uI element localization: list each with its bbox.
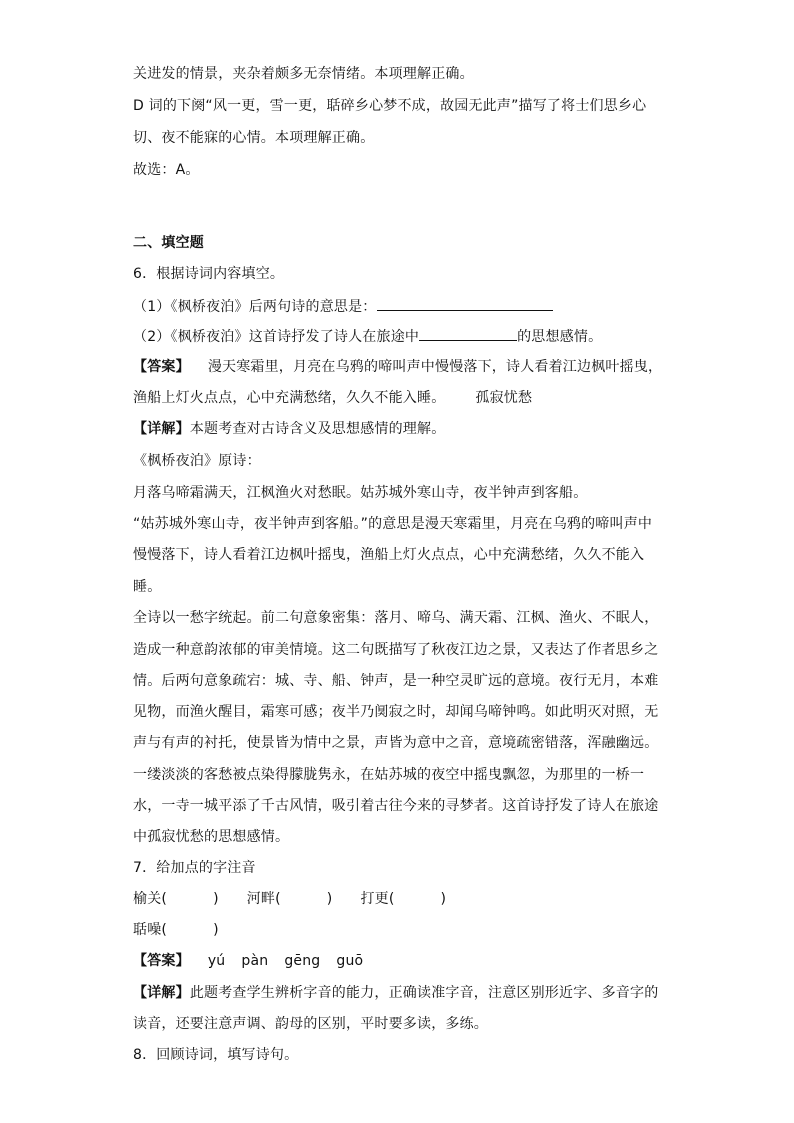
question-subitem — [133, 296, 553, 317]
pinyin-items-row — [133, 889, 446, 909]
detail-text: 本题考查对古诗含义及思想感情的理解。 — [189, 421, 446, 437]
explain-line: 水，一寺一城平添了千古风情，吸引着古往今来的寻梦者。这首诗抒发了诗人在旅途 — [133, 798, 659, 814]
detail-line: 读音，还要注意声调、韵母的区别，平时要多读，多练。 — [133, 1016, 488, 1032]
explain-line: 情。后两句意象疏宕：城、寺、船、钟声，是一种空灵旷远的意境。夜行无月，本难 — [133, 673, 659, 689]
pinyin-item-close: ) — [213, 922, 219, 938]
pinyin-item-close: ) — [440, 891, 447, 907]
answer-blank[interactable] — [377, 296, 553, 311]
pinyin-answer: yú — [207, 953, 226, 969]
pinyin-item-label: 河畔( — [246, 891, 281, 907]
pinyin-answer: guō — [336, 953, 364, 969]
subitem-text: （1）《枫桥夜泊》后两句诗的意思是： — [133, 299, 377, 315]
answer-line — [133, 951, 363, 971]
answer-label: 【答案】 — [133, 953, 190, 969]
detail-text: 此题考查学生辨析字音的能力，正确读准字音，注意区别形近字、多音字的 — [189, 985, 659, 1001]
explain-line: “姑苏城外寒山寺，夜半钟声到客船。”的意思是漫天寒霜里，月亮在乌鸦的啼叫声中 — [133, 516, 653, 532]
subitem-text: 的思想感情。 — [517, 329, 603, 345]
pinyin-answer: gēng — [284, 953, 321, 969]
pinyin-answer: pàn — [241, 953, 269, 969]
poem-text: 月落乌啼霜满天，江枫渔火对愁眠。姑苏城外寒山寺，夜半钟声到客船。 — [133, 485, 588, 501]
question-stem: 8．回顾诗词，填写诗句。 — [133, 1047, 299, 1063]
answer-line — [133, 357, 662, 377]
answer-line — [133, 388, 532, 408]
pinyin-items-row — [133, 920, 219, 940]
pinyin-item-label: 打更( — [360, 891, 395, 907]
pinyin-item-close: ) — [213, 891, 219, 907]
pinyin-item-label: 榆关( — [133, 891, 168, 907]
explain-line: 全诗以一愁字统起。前二句意象密集：落月、啼乌、满天霜、江枫、渔火、不眠人， — [133, 610, 659, 626]
explain-line: 见物，而渔火醒目，霜寒可感；夜半乃阒寂之时，却闻乌啼钟鸣。如此明灭对照，无 — [133, 704, 659, 720]
text-line: 关进发的情景，夹杂着颇多无奈情绪。本项理解正确。 — [133, 66, 474, 82]
answer-blank[interactable] — [419, 326, 517, 341]
question-stem: 7．给加点的字注音 — [133, 860, 256, 876]
explain-line: 中孤寂忧愁的思想感情。 — [133, 829, 290, 845]
pinyin-item-label: 聒噪( — [133, 922, 168, 938]
answer-label: 【答案】 — [133, 359, 190, 375]
text-line: 切、夜不能寐的心情。本项理解正确。 — [133, 130, 375, 146]
answer-text: 漫天寒霜里，月亮在乌鸦的啼叫声中慢慢落下，诗人看着江边枫叶摇曳， — [207, 359, 663, 375]
explain-line: 慢慢落下，诗人看着江边枫叶摇曳，渔船上灯火点点，心中充满愁绪，久久不能入 — [133, 547, 645, 563]
section-title: 二、填空题 — [133, 235, 204, 251]
answer-text: 孤寂忧愁 — [475, 390, 533, 406]
question-stem: 6．根据诗词内容填空。 — [133, 266, 285, 282]
explain-line: 睡。 — [133, 579, 162, 595]
text-line: 故选：A。 — [133, 162, 200, 178]
answer-text: 渔船上灯火点点，心中充满愁绪，久久不能入睡。 — [133, 390, 446, 406]
question-subitem — [133, 326, 602, 347]
explain-line: 声与有声的衬托，使景皆为情中之景，声皆为意中之音，意境疏密错落，浑融幽远。 — [133, 735, 659, 751]
text-line: D 词的下阕“风一更，雪一更，聒碎乡心梦不成，故园无此声”描写了将士们思乡心 — [133, 98, 647, 114]
explain-line: 一缕淡淡的客愁被点染得朦胧隽永，在姑苏城的夜空中摇曳飘忽，为那里的一桥一 — [133, 767, 645, 783]
poem-title: 《枫桥夜泊》原诗： — [133, 453, 261, 469]
explain-line: 造成一种意韵浓郁的审美情境。这二句既描写了秋夜江边之景，又表达了作者思乡之 — [133, 642, 659, 658]
detail-label: 【详解】 — [133, 985, 190, 1001]
detail-label: 【详解】 — [133, 421, 190, 437]
detail-line — [133, 419, 445, 439]
detail-line — [133, 983, 658, 1003]
subitem-text: （2）《枫桥夜泊》这首诗抒发了诗人在旅途中 — [133, 329, 420, 345]
pinyin-item-close: ) — [326, 891, 333, 907]
